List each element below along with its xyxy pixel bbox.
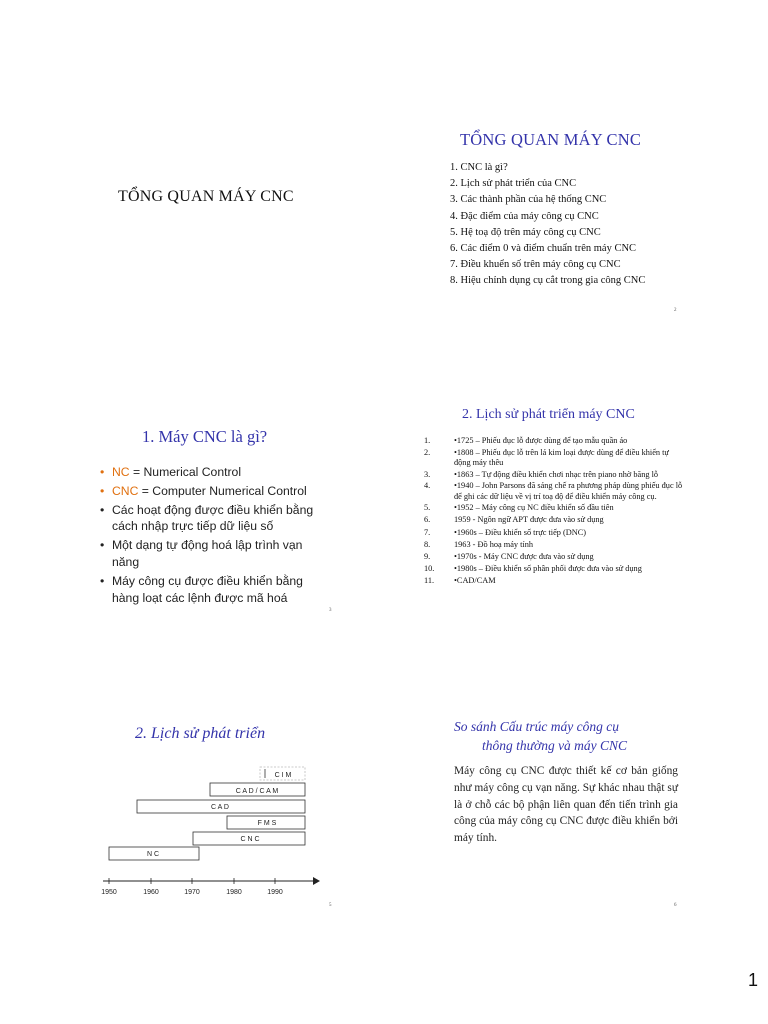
slide-5-page-number: 5 (329, 903, 332, 908)
slide-6 (440, 715, 690, 915)
bullet-item: • Một dạng tự động hoá lập trình vạn năng (100, 538, 303, 569)
list-item: 1. CNC là gì? (450, 162, 508, 173)
bullet-item: • CNC = Computer Numerical Control (100, 483, 307, 498)
list-item: 8. 1963 - Đồ hoạ máy tính (424, 539, 534, 549)
bullet-item: • Máy công cụ được điều khiển bằng hàng loạt các lệnh được mã hoá (100, 573, 303, 605)
list-item: 4. Đặc điểm của máy công cụ CNC (450, 210, 599, 222)
slide-3-title: 1. Máy CNC là gì? (142, 427, 268, 446)
slide-1 (60, 150, 360, 270)
page-number: 1 (748, 970, 759, 990)
slide-6-title (454, 717, 694, 755)
bar-label: F M S (257, 820, 277, 827)
bullet-key: CNC (112, 483, 139, 498)
bullet-item: • Các hoạt động được điều khiển bằng cách nhập trực tiếp dữ liệu số (100, 502, 314, 534)
year-label: 1980 (226, 889, 242, 896)
year-label: 1960 (143, 889, 159, 896)
list-item: 10. •1980s – Điều khiển số phân phối được đưa vào sử dụng (424, 564, 642, 574)
slide-2 (440, 120, 690, 320)
axis-arrow-icon (313, 877, 320, 885)
slide-3-bullets (100, 464, 325, 608)
list-item: 3. Các thành phần của hệ thống CNC (450, 194, 607, 206)
year-label: 1950 (101, 889, 117, 896)
slide-2-title: TỔNG QUAN MÁY CNC (460, 130, 642, 149)
list-item: 3. •1863 – Tự động điều khiển chơi nhạc trên piano nhờ băng lỗ (424, 469, 659, 479)
bar-label: C I M (274, 772, 292, 779)
list-item: 7. •1960s – Điều khiển số trực tiếp (DNC) (424, 527, 587, 537)
slide-6-page-number: 6 (674, 903, 677, 908)
year-label: 1970 (184, 889, 200, 896)
slide-5-title: 2. Lịch sử phát triển (135, 725, 266, 742)
year-label: 1990 (267, 889, 283, 896)
bar-label: C A D (211, 804, 229, 811)
slide-1-title: TỔNG QUAN MÁY CNC (118, 188, 294, 205)
slide-6-title-line-1: So sánh Cấu trúc máy công cụ (454, 719, 619, 734)
slide-6-body: Máy công cụ CNC được thiết kế cơ bản giống như máy công cụ vạn năng. Sự khác nhau thật sự là ở chỗ các bộ phận liên quan đến tiến trình gia công của máy công cụ CNC được điều khiển bởi máy tính. (454, 765, 678, 845)
slide-4-title: 2. Lịch sử phát triển máy CNC (462, 407, 635, 422)
list-item: 2. •1808 – Phiếu đục lỗ trên lá kim loại được dùng để điều khiển tự động máy thêu (424, 447, 669, 467)
list-item: 11. •CAD/CAM (424, 576, 496, 586)
slide-2-page-number: 2 (674, 308, 677, 313)
slide-4 (420, 405, 700, 645)
bar-label: N C (146, 851, 160, 858)
list-item: 2. Lịch sử phát triển của CNC (450, 178, 577, 190)
list-item: 5. Hệ toạ độ trên máy công cụ CNC (450, 226, 601, 238)
bullet-item: • NC = Numerical Control (100, 465, 242, 479)
list-item: 4. •1940 – John Parsons đã sáng chế ra phương pháp dùng phiếu đục lỗ để ghi các dữ liệu về vị trí toạ độ để điều khiển máy công cụ. (424, 481, 683, 501)
list-item: 1. •1725 – Phiếu đục lỗ được dùng để tạo mẫu quần áo (424, 436, 628, 445)
list-item: 5. •1952 – Máy công cụ NC điều khiển số đầu tiên (424, 503, 614, 513)
slide-3-page-number: 3 (329, 608, 332, 613)
list-item: 6. Các điểm 0 và điểm chuẩn trên máy CNC (450, 243, 637, 255)
list-item: 9. •1970s - Máy CNC được đưa vào sử dụng (424, 552, 594, 562)
slide-6-title-line-2: thông thường và máy CNC (482, 738, 628, 753)
bullet-key: NC (112, 465, 130, 479)
bar-label: C N C (240, 836, 260, 843)
slide-5 (95, 715, 345, 915)
slide-3 (100, 425, 340, 615)
list-item: 8. Hiệu chỉnh dụng cụ cắt trong gia công CNC (450, 275, 646, 287)
timeline-diagram (95, 715, 345, 915)
list-item: 6. 1959 - Ngôn ngữ APT được đưa vào sử dụng (424, 515, 604, 525)
slide-2-list (450, 160, 690, 290)
bar-label: C A D / C A M (235, 788, 279, 795)
slide-4-list (424, 436, 694, 587)
list-item: 7. Điều khuển số trên máy công cụ CNC (450, 259, 621, 271)
